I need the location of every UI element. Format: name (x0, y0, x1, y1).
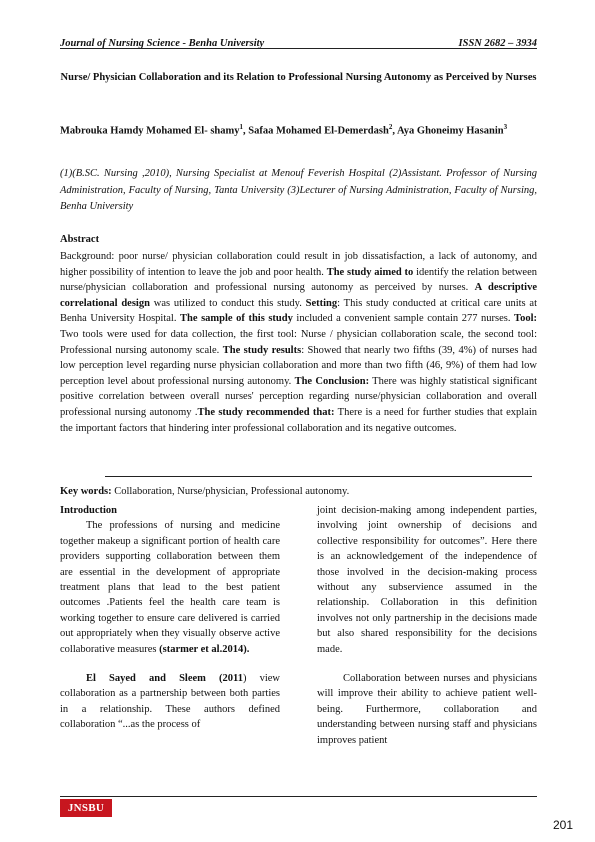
running-header (60, 38, 537, 54)
paragraph-text: ) view collaboration as a partnership between both parties in a relationship. These authors defined collaboration “...as the process of (60, 673, 280, 731)
abstract-bold: The study recommended that: (197, 406, 335, 418)
paragraph: joint decision-making among independent parties, involving joint ownership of decisions and collective responsibility for outcomes”. Here there is an acknowledgement of the independence of those involved in the decision-making process without any subservience assumed in the relationship. Collaboration in this definition involves not only partnership in the decisions made but also shared responsibility for the decisions made. (317, 505, 537, 655)
author-1: Mabrouka Hamdy Mohamed El- shamy (60, 125, 240, 137)
keywords-label: Key words: (60, 486, 112, 497)
affiliations: (1)(B.SC. Nursing ,2010), Nursing Specialist at Menouf Feverish Hospital (2)Assistant. Professor of Nursing Administration, Faculty of Nursing, Tanta University (3)Lecturer of Nursing Administration, Faculty of Nursing, Benha University (60, 168, 537, 212)
citation: El Sayed and Sleem (2011 (86, 673, 243, 685)
keywords (60, 486, 537, 497)
body-column-right (317, 503, 537, 748)
abstract-text: was utilized to conduct this study. (149, 297, 306, 309)
issn: ISSN 2682 – 3934 (458, 38, 537, 49)
abstract-bold: A descriptive correlational design (60, 282, 538, 309)
abstract-body (60, 249, 537, 436)
paragraph-text: The professions of nursing and medicine together makeup a significant portion of health care providers supporting collaboration between them are essential in the development of appropriate treatment plans that lead to the best patient outcomes .Patients feel the health care team is working together to ensure care delivered is carried out appropriately when they visually observe active collaborative measures (60, 520, 280, 655)
abstract-bold: The Conclusion: (294, 375, 370, 387)
header-rule (60, 48, 537, 49)
citation: (starmer et al.2014). (159, 643, 250, 655)
paper-title: Nurse/ Physician Collaboration and its Relation to Professional Nursing Autonomy as Perceived by Nurses (60, 72, 537, 83)
author-sep: , (243, 125, 249, 137)
abstract-text: : Showed that nearly two fifths (39, 4%) of nurses had low perception level regarding nurse physician collaboration and more than two fifth (46, 9%) of them had low perception level about professional nursing autonomy. (60, 344, 537, 387)
abstract-bold: The sample of this study (180, 313, 293, 325)
author-2: Safaa Mohamed El-Demerdash (248, 125, 389, 137)
section-heading: Introduction (60, 505, 117, 516)
abstract-text: There is a need for further studies that explain the important factors that hindering inter professional collaboration and its negative outcomes. (60, 406, 537, 434)
abstract-text: Background: poor nurse/ physician collaboration could result in job dissatisfaction, a lack of autonomy, and higher possibility of intention to leave the job and poor health. (60, 251, 537, 278)
paragraph (60, 518, 280, 657)
abstract-text: included a convenient sample contain 277 nurses. (292, 313, 515, 325)
journal-name: Journal of Nursing Science - Benha University (60, 38, 265, 49)
keywords-text: Collaboration, Nurse/physician, Professional autonomy. (111, 486, 350, 497)
abstract-bold: Tool: (514, 313, 538, 325)
abstract-bold: The study aimed to (326, 266, 414, 278)
abstract-bold: The study results (222, 344, 302, 356)
page-number: 201 (553, 818, 574, 832)
author-3-sup: 3 (503, 123, 508, 131)
abstract-heading: Abstract (60, 234, 100, 245)
abstract-text: : This study conducted at critical care units at Benha University Hospital. (60, 297, 538, 325)
paragraph: Collaboration between nurses and physicians will improve their ability to achieve patient well-being. Furthermore, collaboration and understanding between nursing staff and physicians improves patient (317, 673, 537, 746)
abstract-text: Two tools were used for data collection, the first tool: Nurse / physician collaboration scale, the second tool: Professional nursing autonomy scale. (60, 328, 537, 356)
abstract-text: identify the relation between nurse/physician collaboration and professional nursing autonomy as perceived by nurses. (60, 266, 537, 294)
abstract-bold: Setting (305, 297, 338, 309)
author-sep: , (392, 125, 397, 137)
abstract-rule (105, 476, 532, 477)
footer-rule (60, 796, 537, 797)
paragraph (60, 671, 280, 733)
author-3: Aya Ghoneimy Hasanin (397, 125, 504, 137)
journal-logo: JNSBU (60, 799, 112, 817)
author-list (60, 119, 537, 140)
body-column-left (60, 503, 280, 733)
abstract-text: There was highly statistical significant positive correlation between overall nurses' perception regarding nurse/physician collaboration and overall professional nursing autonomy . (60, 375, 537, 418)
author-2-sup: 2 (388, 123, 393, 131)
author-1-sup: 1 (239, 123, 243, 131)
